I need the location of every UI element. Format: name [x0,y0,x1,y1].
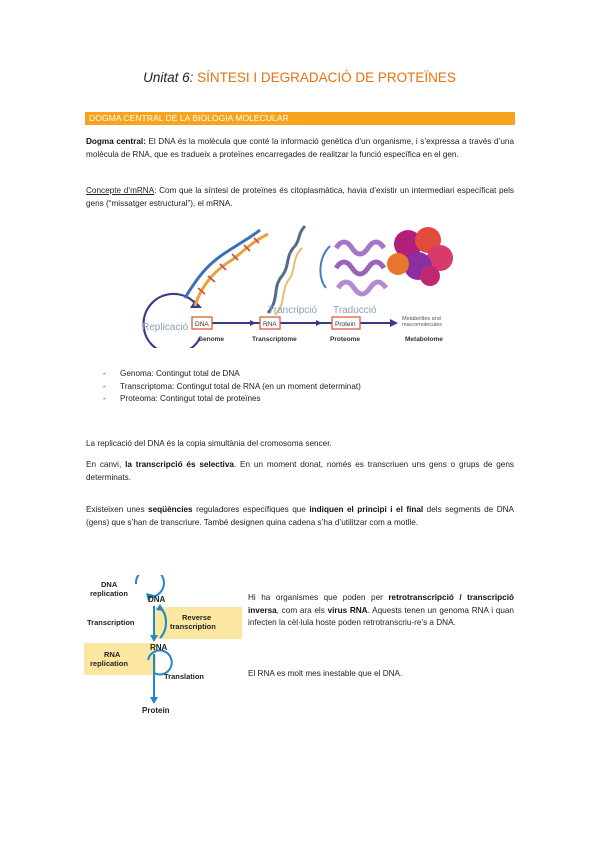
metabolome-image [387,227,453,286]
label-traduccio: Traducció [333,305,377,316]
list-item: - Transcriptoma: Contingut total de RNA (en un moment determinat) [103,381,503,394]
paragraph-transcripcio [86,459,514,484]
retro-text-3: . Aquests tenen un genoma RNA i quan infecten la cèl·lula hoste poden retrotranscriu-re’s a DNA. [248,605,514,628]
node-rna: RNA [150,643,168,652]
box-rna-label: RNA [263,321,277,328]
unit-label: Unitat 6: [143,70,194,85]
rna-replication-line2: replication [90,659,128,668]
retro-text-1: Hi ha organismes que poden per [248,593,389,602]
transcripcio-pre: En canvi, [86,460,126,469]
retro-bold-2: virus RNA [327,605,368,615]
dna-replication-line1: DNA [101,580,117,589]
label-trancripcio: Trancripció [268,305,318,316]
paragraph-sequencies [86,504,514,529]
dogma-lead: Dogma central: [86,137,146,146]
dna-helix-image [185,230,268,306]
pipeline-arrowhead [390,319,398,327]
omics-definitions-list [103,368,503,406]
list-item: - Genoma: Contingut total de DNA [103,368,503,381]
sequencies-text-2: reguladores específiques que [192,505,310,514]
node-dna: DNA [148,595,166,604]
reverse-line1: Reverse [182,613,212,622]
caption-genome: Genome [198,336,225,343]
reverse-line2: transcription [170,622,216,631]
label-replicacio: Replicació [142,322,189,333]
rna-strand-image [268,226,305,315]
metabolites-label-line2: macromolecules [402,322,443,328]
sequencies-text-1: Existeixen unes [86,505,149,514]
transcripcio-bold: la transcripció és selectiva [125,460,234,469]
metabolites-label [402,316,442,328]
dna-replication-line2: replication [90,589,128,598]
transcripcio-post: . En un moment donat, només es transcriuen uns gens o grups de gens determinats. [86,460,515,482]
list-item: - Proteoma: Contingut total de proteïnes [103,393,503,406]
sequencies-text-3: dels segments de DNA (gens) que s’han de transcriure. També designen quina cadena s’ha d’utilitzar com a motlle. [86,505,514,527]
dogma-text: El DNA és la molècula que conté la informació genètica d’un organisme, i s’expressa a través d’una molècula de RNA, que es tradueix a proteïnes encarregades de realitzar la funció específica en el gen. [86,137,514,159]
unit-topic: SÍNTESI I DEGRADACIÓ DE PROTEÏNES [197,70,456,85]
paragraph-retrotranscripcio [248,592,514,630]
caption-transcriptome: Transcriptome [252,336,297,343]
node-protein: Protein [142,706,170,715]
mrna-text: : Com que la síntesi de proteïnes és citoplasmàtica, havia d’existir un intermediari específicat pels gens (“missatger estructural”), el mRNA. [86,186,514,208]
protein-structure-image [320,242,386,294]
label-transcription: Transcription [87,618,135,627]
paragraph-inestable: El RNA es molt mes inestable que el DNA. [248,669,403,678]
metabolites-label-line1: Metabolites and [402,316,441,322]
omics-figure [140,218,470,348]
page-title [0,70,599,85]
dna-replication-label [90,580,128,598]
caption-metabolome: Metabolome [405,336,443,343]
paragraph-dogma [86,136,514,161]
central-dogma-figure [84,575,244,720]
mrna-lead: Concepte d’mRNA [86,186,155,195]
retro-bold-1: retrotranscripció / transcripció inversa [248,593,514,615]
box-dna-label: DNA [195,321,209,328]
label-translation: Translation [164,672,205,681]
section-banner: DOGMA CENTRAL DE LA BIOLOGIA MOLECULAR [85,112,515,125]
box-protein-label: Protein [335,321,356,328]
paragraph-replicacio: La replicació del DNA és la copia simultània del cromosoma sencer. [86,439,332,448]
dna-replication-arrow [136,575,164,597]
sequencies-bold-1: seqüències [148,505,193,514]
paragraph-mrna [86,185,514,210]
sequencies-bold-2: indiquen el principi i el final [309,505,424,514]
caption-proteome: Proteome [330,336,360,343]
rna-replication-line1: RNA [104,650,120,659]
retro-text-2: , com ara els [276,605,328,615]
